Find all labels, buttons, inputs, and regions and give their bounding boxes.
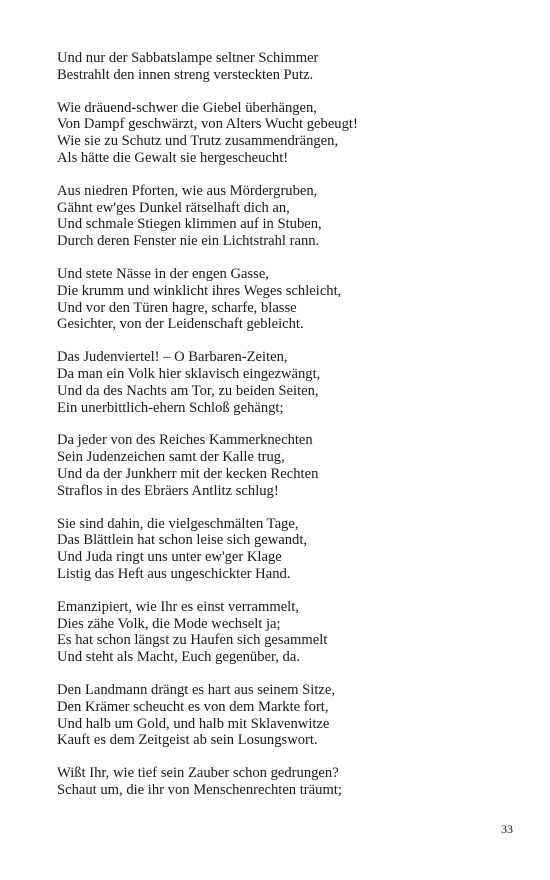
stanza-7 (57, 516, 517, 583)
poem-line: Schaut um, die ihr von Menschenrechten träumt; (57, 781, 342, 798)
poem-line: Gesichter, von der Leidenschaft gebleicht. (57, 316, 304, 333)
poem-line: Sie sind dahin, die vielgeschmälten Tage, (57, 515, 299, 532)
stanza-2 (57, 100, 517, 167)
poem-line: Bestrahlt den innen streng versteckten Putz. (57, 66, 314, 83)
poem-line: Durch deren Fenster nie ein Lichtstrahl rann. (57, 233, 320, 250)
poem-line: Es hat schon längst zu Haufen sich gesammelt (57, 632, 328, 649)
poem-line: Das Judenviertel! – O Barbaren-Zeiten, (57, 349, 288, 366)
poem-line: Sein Judenzeichen samt der Kalle trug, (57, 449, 285, 466)
stanza-6 (57, 432, 517, 499)
poem-line: Und nur der Sabbatslampe seltner Schimmer (57, 50, 319, 66)
poem-line: Und da des Nachts am Tor, zu beiden Seiten, (57, 382, 319, 399)
poem-line: Und stete Nässe in der engen Gasse, (57, 265, 269, 282)
stanza-4 (57, 266, 517, 333)
poem-line: Listig das Heft aus ungeschickter Hand. (57, 565, 291, 582)
poem-line: Gähnt ew'ges Dunkel rätselhaft dich an, (57, 199, 290, 216)
stanza-5 (57, 349, 517, 416)
poem-line: Emanzipiert, wie Ihr es einst verrammelt, (57, 598, 299, 615)
poem-line: Dies zähe Volk, die Mode wechselt ja; (57, 615, 281, 632)
poem-line: Das Blättlein hat schon leise sich gewandt, (57, 532, 308, 549)
poem-line: Wißt Ihr, wie tief sein Zauber schon gedrungen? (57, 765, 339, 782)
stanza-8 (57, 599, 517, 666)
stanza-9 (57, 682, 517, 749)
poem-line: Wie dräuend-schwer die Giebel überhängen, (57, 99, 317, 116)
poem-line: Als hätte die Gewalt sie hergescheucht! (57, 149, 289, 166)
poem-line: Ein unerbittlich-ehern Schloß gehängt; (57, 399, 284, 416)
poem-line: Da man ein Volk hier sklavisch eingezwängt, (57, 365, 321, 382)
stanza-10 (57, 765, 517, 799)
poem-line: Die krumm und winklicht ihres Weges schleicht, (57, 282, 342, 299)
poem-line: Und vor den Türen hagre, scharfe, blasse (57, 299, 297, 316)
poem-line: Kauft es dem Zeitgeist ab sein Losungswort. (57, 732, 318, 749)
page-number: 33 (501, 822, 513, 836)
poem-body (57, 50, 517, 815)
poem-line: Von Dampf geschwärzt, von Alters Wucht gebeugt! (57, 116, 358, 133)
poem-line: Da jeder von des Reiches Kammerknechten (57, 432, 313, 449)
poem-line: Und steht als Macht, Euch gegenüber, da. (57, 649, 300, 666)
poem-line: Den Krämer scheucht es von dem Markte fort, (57, 698, 329, 715)
poem-line: Straflos in des Ebräers Antlitz schlug! (57, 482, 279, 499)
poem-line: Und halb um Gold, und halb mit Sklavenwitze (57, 715, 330, 732)
poem-line: Und schmale Stiegen klimmen auf in Stuben, (57, 216, 322, 233)
stanza-1 (57, 50, 517, 84)
poem-line: Und Juda ringt uns unter ew'ger Klage (57, 549, 282, 566)
poem-line: Und da der Junkherr mit der kecken Rechten (57, 465, 319, 482)
poem-line: Wie sie zu Schutz und Trutz zusammendrängen, (57, 133, 339, 150)
poem-line: Aus niedren Pforten, wie aus Mördergruben, (57, 182, 318, 199)
poem-line: Den Landmann drängt es hart aus seinem Sitze, (57, 681, 336, 698)
stanza-3 (57, 183, 517, 250)
